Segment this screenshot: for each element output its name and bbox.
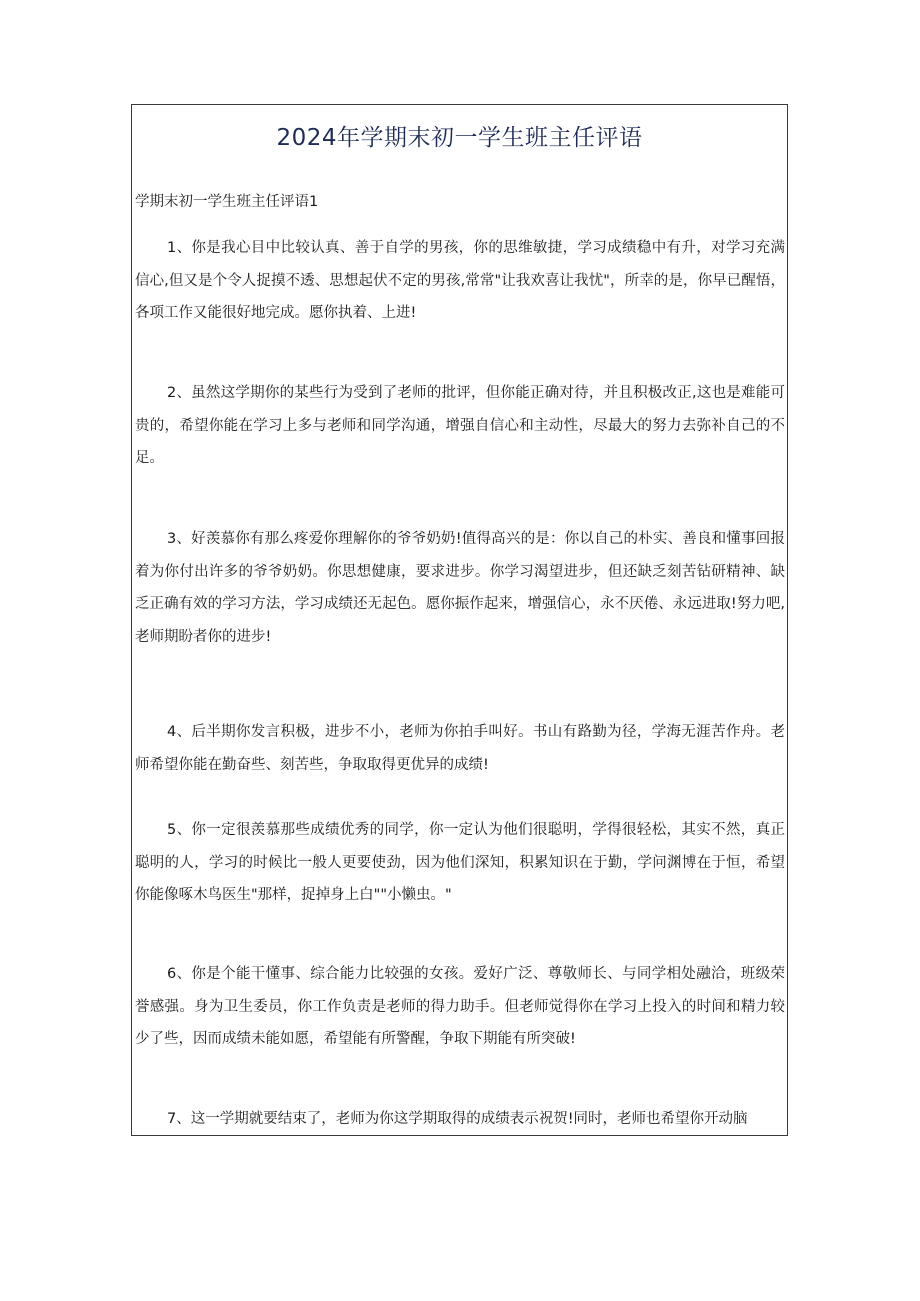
comment-paragraph-3: 3、好羡慕你有那么疼爱你理解你的爷爷奶奶!值得高兴的是：你以自己的朴实、善良和懂事回报着为你付出许多的爷爷奶奶。你思想健康，要求进步。你学习渴望进步，但还缺乏刻苦钻研精神、缺乏正确有效的学习方法，学习成绩还无起色。愿你振作起来，增强信心，永不厌倦、永远进取!努力吧,老师期盼者你的进步!	[135, 531, 785, 645]
comment-paragraph-2: 2、虽然这学期你的某些行为受到了老师的批评，但你能正确对待，并且积极改正,这也是难能可贵的，希望你能在学习上多与老师和同学沟通，增强自信心和主动性，尽最大的努力去弥补自己的不足。	[135, 385, 785, 466]
document-page	[131, 104, 788, 1136]
comment-paragraph-5: 5、你一定很羡慕那些成绩优秀的同学，你一定认为他们很聪明，学得很轻松，其实不然，真正聪明的人，学习的时候比一般人更要使劲，因为他们深知，积累知识在于勤，学问渊博在于恒，希望你能像啄木鸟医生"那样，捉掉身上白""小懒虫。"	[135, 822, 785, 903]
document-title: 2024年学期末初一学生班主任评语	[276, 125, 643, 151]
comment-paragraph-7: 7、这一学期就要结束了，老师为你这学期取得的成绩表示祝贺!同时，老师也希望你开动脑	[167, 1111, 748, 1127]
comment-paragraph-4: 4、后半期你发言积极，进步不小，老师为你拍手叫好。书山有路勤为径，学海无涯苦作舟。老师希望你能在勤奋些、刻苦些，争取取得更优异的成绩!	[135, 724, 785, 773]
comment-paragraph-1: 1、你是我心目中比较认真、善于自学的男孩，你的思维敏捷，学习成绩稳中有升，对学习充满信心,但又是个令人捉摸不透、思想起伏不定的男孩,常常"让我欢喜让我忧"，所幸的是，你早已醒悟，各项工作又能很好地完成。愿你执着、上进!	[135, 240, 785, 321]
comment-paragraph-6: 6、你是个能干懂事、综合能力比较强的女孩。爱好广泛、尊敬师长、与同学相处融洽，班级荣誉感强。身为卫生委员，你工作负责是老师的得力助手。但老师觉得你在学习上投入的时间和精力较少了些，因而成绩未能如愿，希望能有所警醒，争取下期能有所突破!	[135, 966, 785, 1047]
section-heading: 学期末初一学生班主任评语1	[135, 194, 319, 210]
